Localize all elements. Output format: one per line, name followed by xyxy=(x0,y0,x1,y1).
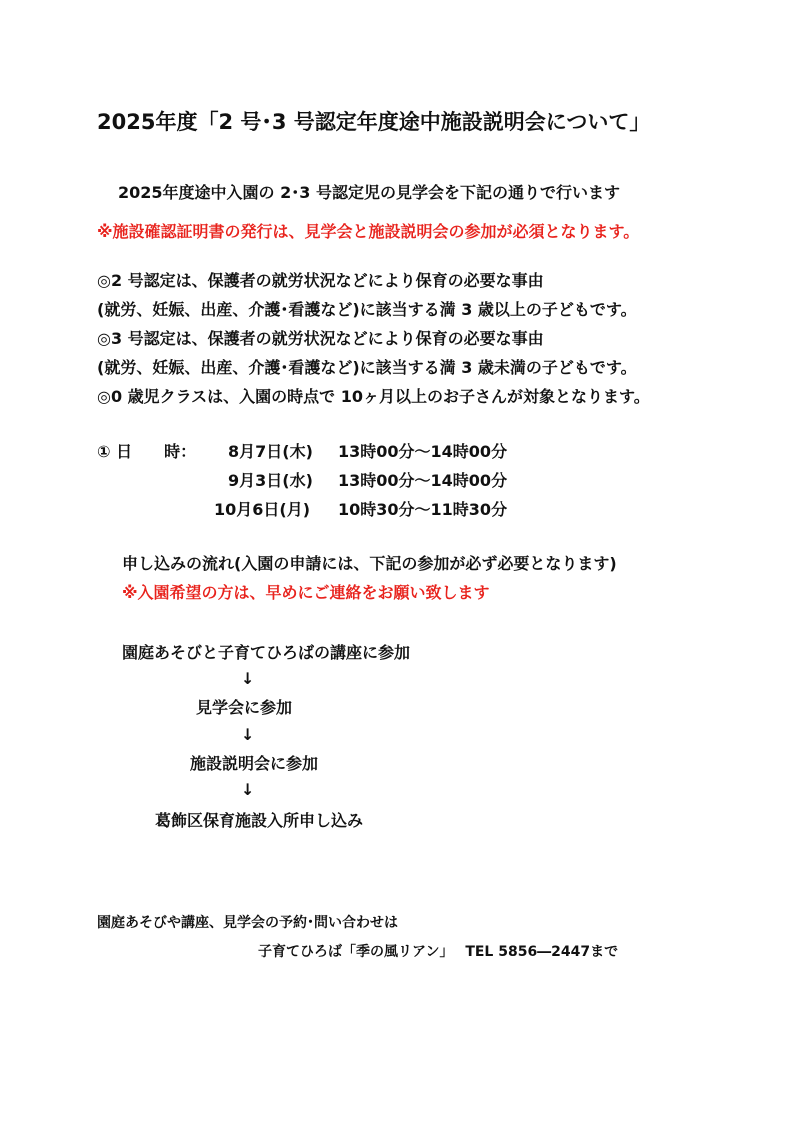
intro-text: 2025年度途中入園の 2･3 号認定児の見学会を下記の通りで行います xyxy=(118,183,620,202)
definition-line: ◎2 号認定は、保護者の就労状況などにより保育の必要な事由 xyxy=(97,271,544,290)
definition-line: (就労、妊娠、出産、介護･看護など)に該当する満 3 歳未満の子どもです。 xyxy=(97,358,637,377)
arrow-down-icon: ↓ xyxy=(241,780,255,799)
schedule-label: ① 日 時： xyxy=(97,442,197,461)
schedule-date: 9月3日(水) xyxy=(228,471,313,490)
flow-step: 見学会に参加 xyxy=(196,698,293,717)
contact-phone-line: 子育てひろば「季の風リアン」 TEL 5856―2447まで xyxy=(258,944,619,960)
page-title: 2025年度「2 号･3 号認定年度途中施設説明会について」 xyxy=(97,110,651,134)
arrow-down-icon: ↓ xyxy=(241,669,255,688)
certificate-warning: ※施設確認証明書の発行は、見学会と施設説明会の参加が必須となります。 xyxy=(97,222,640,241)
definition-line: ◎3 号認定は、保護者の就労状況などにより保育の必要な事由 xyxy=(97,329,544,348)
flow-step: 施設説明会に参加 xyxy=(190,754,319,773)
schedule-time: 10時30分～11時30分 xyxy=(338,500,508,519)
flow-step: 葛飾区保育施設入所申し込み xyxy=(155,811,364,830)
flow-step: 園庭あそびと子育てひろばの講座に参加 xyxy=(122,643,411,662)
flow-heading: 申し込みの流れ(入園の申請には、下記の参加が必ず必要となります) xyxy=(122,554,617,573)
definition-line: ◎0 歳児クラスは、入園の時点で 10ヶ月以上のお子さんが対象となります。 xyxy=(97,387,650,406)
schedule-date: 10月6日(月) xyxy=(214,500,311,519)
definition-line: (就労、妊娠、出産、介護･看護など)に該当する満 3 歳以上の子どもです。 xyxy=(97,300,637,319)
contact-line: 園庭あそびや講座、見学会の予約･問い合わせは xyxy=(97,915,398,931)
schedule-time: 13時00分～14時00分 xyxy=(338,471,508,490)
flow-warning: ※入園希望の方は、早めにご連絡をお願い致します xyxy=(122,583,490,602)
schedule-date: 8月7日(木) xyxy=(228,442,313,461)
schedule-time: 13時00分～14時00分 xyxy=(338,442,508,461)
arrow-down-icon: ↓ xyxy=(241,725,255,744)
